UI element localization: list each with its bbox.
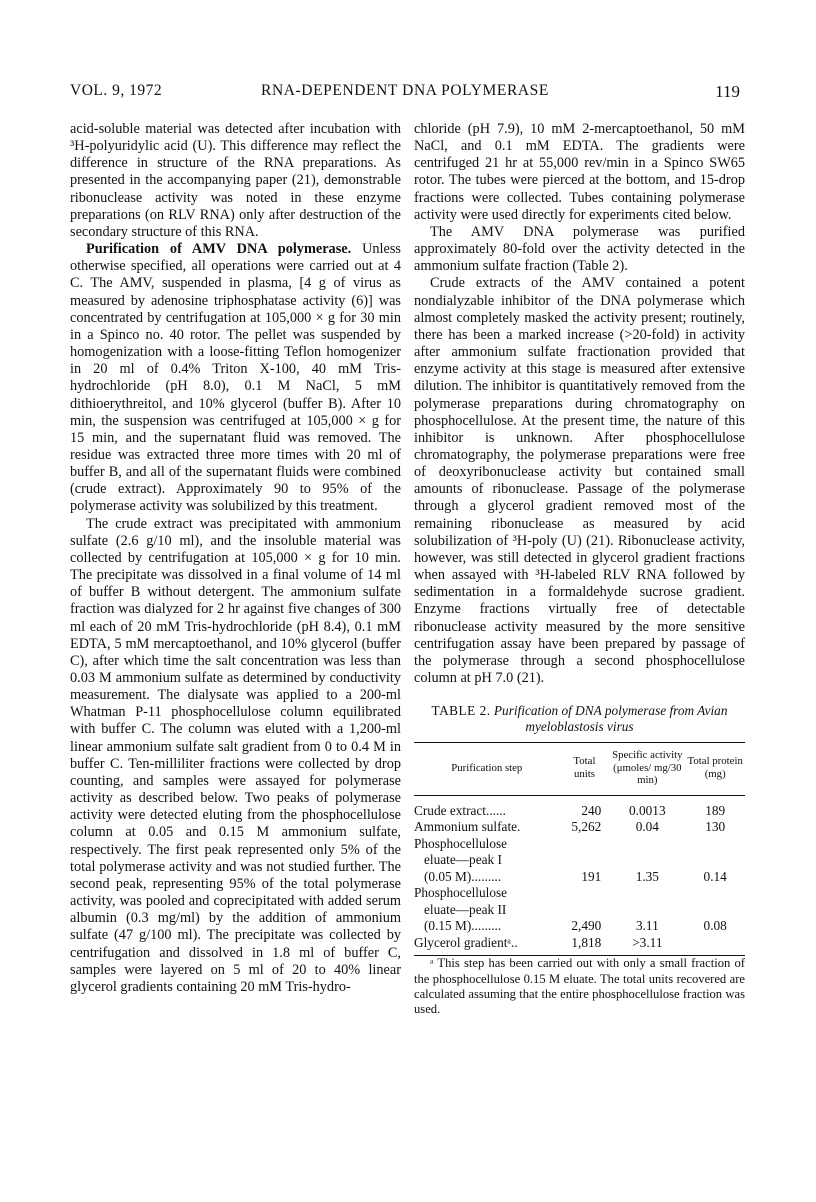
table-cell: >3.11 bbox=[609, 935, 685, 956]
paragraph: acid-soluble material was detected after incubation with ³H-polyuridylic acid (U). This difference may reflect the difference in structure of the RNA preparations. As presented in the accompanying paper (21), demonstrable ribonuclease activity was noted in these enzyme preparations (on RLV RNA) only after destruction of the secondary structure of this RNA. bbox=[70, 121, 401, 240]
table-header-row bbox=[414, 743, 745, 796]
table-cell: 0.08 bbox=[703, 918, 727, 934]
table-cell bbox=[414, 885, 560, 935]
step-line: (0.15 M)......... bbox=[424, 918, 502, 934]
table-row bbox=[414, 795, 745, 819]
table-cell: 0.0013 bbox=[629, 802, 666, 818]
column-header: Total units bbox=[560, 743, 610, 796]
table-cell: 130 bbox=[705, 819, 726, 835]
running-title: RNA-DEPENDENT DNA POLYMERASE bbox=[261, 82, 549, 99]
paragraph-text: Unless otherwise specified, all operations were carried out at 4 C. The AMV, suspended in plasma, [4 g of virus as measured by adenosine triphosphatase activity (6)] was concentrated by centrifugation at 105,000 × g for 30 min in a Spinco no. 40 rotor. The pellet was suspended by homogenization with a loose-fitting Teflon homogenizer in 20 ml of 0.4% Triton X-100, 40 mM Tris-hydrochloride (pH 8.0), 0.1 M NaCl, 5 mM dithioerythreitol, and 10% glycerol (buffer B). After 10 min, the suspension was centrifuged at 105,000 × g for 15 min, and the supernatant fluid was removed. The residue was extracted three more times with 20 ml of buffer B, and all of the supernatant fluids were combined (crude extract). Approximately 90 to 95% of the polymerase activity was solubilized by this treatment. bbox=[70, 241, 401, 515]
table-cell bbox=[414, 836, 560, 886]
step-line: Phosphocellulose bbox=[414, 885, 508, 901]
page-header bbox=[70, 82, 740, 106]
table-row bbox=[414, 885, 745, 935]
table-label: TABLE 2. bbox=[431, 703, 491, 719]
table-row bbox=[414, 935, 745, 956]
left-column bbox=[70, 121, 401, 996]
table-title: Purification of DNA polymerase from Avian myeloblastosis virus bbox=[493, 703, 728, 735]
step-line: eluate—peak II bbox=[424, 901, 507, 917]
table-cell: 189 bbox=[705, 802, 726, 818]
right-column bbox=[414, 121, 745, 1018]
table-footnote: ᵃ This step has been carried out with only a small fraction of the phosphocellulose 0.15 M eluate. The total units recovered are calculated assuming that the entire phosphocellulose fraction was used. bbox=[414, 956, 745, 1017]
table-cell: 191 bbox=[581, 868, 602, 884]
table-cell: 240 bbox=[581, 802, 602, 818]
column-header: Purification step bbox=[414, 743, 560, 796]
table-cell: 0.14 bbox=[703, 868, 727, 884]
table-cell: 0.04 bbox=[635, 819, 659, 835]
paragraph: chloride (pH 7.9), 10 mM 2-mercaptoethanol, 50 mM NaCl, and 0.1 mM EDTA. The gradients were centrifuged 21 hr at 55,000 rev/min in a Spinco SW65 rotor. The tubes were pierced at the bottom, and 15-drop fractions were collected. Tubes containing polymerase activity were used directly for experiments cited below. bbox=[414, 121, 745, 223]
table-cell: 2,490 bbox=[571, 918, 602, 934]
step-line: Phosphocellulose bbox=[414, 835, 508, 851]
table-cell: 1.35 bbox=[635, 868, 659, 884]
paragraph: The crude extract was precipitated with ammonium sulfate (2.6 g/10 ml), and the insoluble material was collected by centrifugation at 105,000 × g for 10 min. The precipitate was dissolved in a final volume of 14 ml of buffer B without detergent. The ammonium sulfate fraction was dialyzed for 2 hr against five changes of 300 ml each of 20 mM Tris-hydrochloride (pH 8.4), 0.1 mM EDTA, 5 mM mercaptoethanol, and 10% glycerol (buffer C), after which time the salt concentration was less than 0.03 M ammonium sulfate as determined by conductivity measurement. The dialysate was applied to a 200-ml Whatman P-11 phosphocellulose column equilibrated with buffer C. The column was eluted with a 1,200-ml linear ammonium sulfate salt gradient from 0 to 0.4 M in buffer C. Ten-milliliter fractions were collected by drop counting, and samples were assayed for polymerase activity as described below. Two peaks of polymerase activity were detected eluting from the phosphocellulose column at 0.05 and 0.15 M ammonium sulfate, respectively. The first peak represented only 5% of the total polymerase activity and was not studied further. The second peak, representing 95% of the total polymerase activity, was pooled and coprecipitated with added serum albumin (0.3 mg/ml) by the addition of ammonium sulfate (47 g/100 ml). The precipitate was collected by centrifugation and dissolved in 1.8 ml of buffer C, samples were layered on 5 ml of 20 to 40% linear glycerol gradients containing 20 mM Tris-hydro- bbox=[70, 515, 401, 995]
journal-volume: VOL. 9, 1972 bbox=[70, 82, 163, 99]
column-header: Total protein (mg) bbox=[685, 743, 745, 796]
page-number: 119 bbox=[715, 82, 740, 101]
table-caption bbox=[414, 703, 745, 735]
paragraph: The AMV DNA polymerase was purified approximately 80-fold over the activity detected in the ammonium sulfate fraction (Table 2). bbox=[414, 223, 745, 275]
step-line: (0.05 M)......... bbox=[424, 868, 502, 884]
paragraph: Crude extracts of the AMV contained a potent nondialyzable inhibitor of the DNA polymerase which almost completely masked the activity present; routinely, there has been a marked increase (>20-fold) in activity after ammonium sulfate fractionation provided that enzyme activity at this stage is measured after extensive dilution. The inhibitor is quantitatively removed from the polymerase preparations during chromatography on phosphocellulose. At the present time, the nature of this inhibitor is unknown. After phosphocellulose chromatography, the polymerase preparations were free of deoxyribonuclease activity but contained small amounts of ribonuclease. Passage of the polymerase through a glycerol gradient removed most of the remaining ribonuclease as measured by acid solubilization of ³H-poly (U) (21). Ribonuclease activity, however, was still detected in glycerol gradient fractions when assayed with ³H-labeled RLV RNA followed by sedimentation in a formaldehyde sucrose gradient. Enzyme fractions virtually free of detectable ribonuclease activity measured by the more sensitive centrifugation assay have been prepared by passage of the polymerase through a second phosphocellulose column at pH 7.0 (21). bbox=[414, 275, 745, 686]
table-cell: Glycerol gradientᵃ.. bbox=[414, 935, 560, 956]
purification-table bbox=[414, 742, 745, 956]
table-cell: 3.11 bbox=[635, 918, 659, 934]
table-cell: Ammonium sulfate. bbox=[414, 819, 521, 835]
table-cell: 5,262 bbox=[571, 819, 602, 835]
paragraph bbox=[70, 241, 401, 516]
table-row bbox=[414, 819, 745, 836]
column-header: Specific activity (μmoles/ mg/30 min) bbox=[609, 743, 685, 796]
step-line: eluate—peak I bbox=[424, 852, 502, 868]
section-runin-heading: Purification of AMV DNA polymerase. bbox=[86, 241, 352, 258]
table-row bbox=[414, 836, 745, 886]
table-cell: 1,818 bbox=[560, 935, 610, 956]
table-cell: Crude extract...... bbox=[414, 802, 506, 818]
table-cell bbox=[685, 935, 745, 956]
